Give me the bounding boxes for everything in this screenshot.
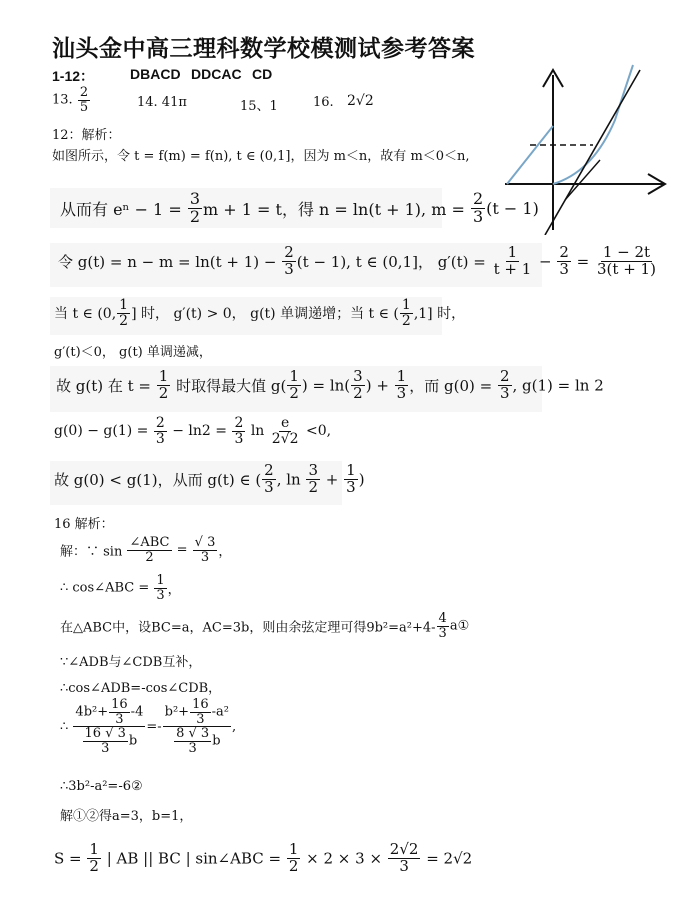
frac-den: 3: [196, 711, 205, 727]
answers-group-2: DDCAC: [191, 66, 242, 82]
text: b: [128, 733, 138, 749]
area-product: × 2 × 3 ×: [301, 849, 387, 868]
q12-line8-d: ): [358, 470, 365, 489]
big-frac-left: [73, 698, 145, 756]
text: -a²: [211, 704, 229, 720]
frac-den: 2: [308, 477, 319, 496]
frac-num: 2: [559, 243, 569, 261]
frac-2-3: [282, 245, 296, 278]
q12-line3-a: 令 g(t) = n − m = ln(t + 1) −: [58, 252, 282, 271]
frac-16-3: [109, 698, 130, 726]
frac-num: 2: [472, 189, 484, 208]
frac-1-3: [154, 574, 166, 602]
frac-num: 3: [189, 189, 201, 208]
area-s: S =: [54, 849, 87, 868]
frac-den: 2: [289, 383, 299, 402]
frac-den: 3: [264, 477, 274, 496]
frac-root3-3: [193, 536, 218, 564]
frac-num: 3: [353, 367, 363, 385]
frac-num: 2: [499, 367, 510, 385]
frac-derivative: [595, 245, 658, 278]
frac-den: 2: [401, 312, 411, 329]
q12-line4-a: 当 t ∈ (0,: [54, 306, 117, 323]
frac-den: 3: [101, 740, 110, 756]
frac-16root3-3: [83, 727, 128, 755]
q12-line6-c: ) = ln(: [301, 376, 351, 395]
q12-line7: [54, 416, 331, 446]
answers-group-1: DBACD: [130, 66, 181, 82]
big-frac-right-den: [171, 727, 222, 755]
q12-line7-c: ln: [246, 423, 269, 440]
q12-line5: g′(t)＜0， g(t) 单调递减，: [54, 345, 212, 360]
q12-line6: [56, 369, 604, 402]
frac-num: 1: [158, 367, 169, 385]
frac-half-2: [400, 298, 413, 328]
frac-4-3: [437, 612, 449, 640]
q12-line6-a: 故 g(t) 在 t =: [56, 376, 156, 395]
q16-line8: 解①②得a=3，b=1，: [60, 809, 193, 824]
frac-den: 3: [234, 430, 244, 447]
q12-line6-f: , g(1) = ln 2: [512, 376, 604, 395]
frac-num: 1: [507, 243, 518, 261]
q12-line3-c: −: [534, 252, 557, 271]
q12-line3: [58, 245, 659, 278]
q12-line7-a: g(0) − g(1) =: [54, 423, 153, 440]
q16-line3: [60, 612, 469, 640]
text: 4b²+: [75, 704, 109, 720]
q12-line2-b: m + 1 = t，得 n = ln(t + 1), m =: [203, 199, 470, 219]
q12-line3-b: (t − 1), t ∈ (0,1]， g′(t) =: [296, 252, 491, 271]
frac-num: 16: [192, 697, 209, 712]
q12-line6-d: ) +: [365, 376, 394, 395]
q12-header: 12：解析：: [52, 128, 121, 143]
frac-den: 2: [89, 856, 99, 875]
frac-16-3: [190, 698, 211, 726]
frac-2-3-b: [232, 416, 245, 446]
q12-line2-a: 从而有 eⁿ − 1 =: [60, 199, 187, 219]
frac-num: 16: [111, 697, 128, 712]
frac-half: [87, 842, 101, 875]
frac-3-2: [351, 369, 365, 402]
frac-den: 3: [155, 430, 165, 447]
frac-2-3b: [557, 245, 571, 278]
frac-den: 3(t + 1): [597, 259, 656, 278]
comma: ,: [231, 719, 237, 735]
q12-line4-b: ] 时， g′(t) > 0， g(t) 单调递增；当 t ∈ (: [131, 306, 399, 323]
frac-num: √ 3: [194, 535, 216, 550]
frac-den: 3: [188, 740, 197, 756]
frac-den: 2: [158, 383, 169, 402]
frac-num: ∠ABC: [129, 535, 170, 550]
frac-1-3: [344, 463, 358, 496]
frac-den: 3: [284, 259, 294, 278]
answers-group-3: CD: [252, 66, 273, 82]
frac-num: 2: [284, 243, 294, 261]
frac-num: 1: [396, 367, 407, 385]
frac-den: 3: [499, 383, 510, 402]
area-result: = 2√2: [421, 849, 473, 868]
q12-line4: [54, 298, 465, 328]
frac-8root3-3: [174, 727, 211, 755]
q13-label: 13.: [52, 92, 73, 108]
frac-num: 2: [264, 461, 274, 479]
q12-line8-a: 故 g(0) < g(1)，从而 g(t) ∈ (: [54, 470, 262, 489]
text: b: [212, 733, 221, 749]
frac-den: 3: [472, 206, 484, 226]
q12-line6-b: 时取得最大值 g(: [171, 376, 287, 395]
frac-num: 1 − 2t: [602, 243, 651, 261]
frac-1-t1: [492, 245, 534, 278]
q13-den: 5: [79, 99, 89, 115]
frac-den: 3: [115, 711, 124, 727]
big-frac-right-num: [163, 698, 231, 727]
frac-den: 2: [353, 383, 363, 402]
text: -4: [130, 704, 144, 720]
text: b²+: [164, 704, 190, 720]
q12-line6-e: ，而 g(0) =: [409, 376, 497, 395]
frac-num: 2: [234, 415, 244, 431]
therefore-symbol: ∴: [60, 719, 69, 735]
q16-line1: [60, 536, 231, 564]
answers-range-label: 1-12：: [52, 68, 95, 84]
q16-area-formula: [54, 842, 472, 875]
q16-line4: ∵∠ADB与∠CDB互补，: [60, 655, 202, 670]
frac-half-2: [287, 842, 301, 875]
fill-in-16: 2√2: [347, 93, 374, 109]
frac-half-b: [287, 369, 301, 402]
frac-2-3: [262, 463, 276, 496]
q13-num: 2: [79, 85, 89, 100]
frac-den: 2: [119, 312, 129, 329]
frac-den: 3: [399, 856, 409, 875]
frac-num: 1: [156, 573, 165, 588]
area-middle: | AB || BC | sin∠ABC =: [101, 849, 286, 868]
page-title: 汕头金中高三理科数学校模测试参考答案: [52, 36, 475, 62]
q12-line8-c: +: [321, 470, 344, 489]
q16-l1-c: ，: [218, 544, 232, 560]
q12-line3-d: =: [571, 252, 595, 271]
frac-num: 1: [289, 367, 299, 385]
q13-fraction: [78, 86, 90, 114]
q12-line1: 如图所示，令 t = f(m) = f(n), t ∈ (0,1]，因为 m＜n，故有 m＜0＜n,: [52, 149, 470, 164]
big-frac-right: [163, 698, 231, 756]
q16-line7: ∴3b²-a²=-6②: [60, 779, 143, 794]
q12-frac-3-2: [188, 191, 202, 226]
q16-l1-b: =: [172, 542, 192, 558]
q12-line8: [54, 463, 365, 496]
frac-half: [117, 298, 130, 328]
fill-in-14: 14. 41π: [137, 95, 187, 110]
frac-2-3: [498, 369, 512, 402]
fill-in-13: [52, 86, 91, 114]
frac-abc-2: [127, 536, 171, 564]
frac-num: 1: [89, 840, 99, 858]
q16-line5: ∴cos∠ADB=-cos∠CDB，: [60, 681, 222, 696]
q12-line2-c: (t − 1): [486, 198, 539, 218]
frac-den: 2: [288, 856, 299, 875]
q16-line2: [60, 574, 181, 602]
frac-den: 2√2: [271, 430, 299, 447]
q12-line4-c: ,1] 时，: [413, 306, 466, 323]
frac-2-3: [154, 416, 167, 446]
frac-num: 3: [308, 461, 319, 479]
frac-num: 1: [288, 840, 299, 858]
q12-line7-d: <0,: [301, 423, 332, 440]
frac-num: 1: [346, 461, 356, 479]
frac-num: 1: [401, 297, 411, 313]
fill-in-16-label: 16.: [313, 95, 334, 110]
frac-num: 8 √ 3: [176, 726, 210, 742]
q16-line6: [60, 698, 236, 756]
fill-in-15: 15、1: [240, 99, 278, 114]
frac-3-2: [306, 463, 320, 496]
q16-l2-b: ，: [167, 582, 181, 598]
q16-header: 16 解析：: [54, 517, 114, 532]
frac-den: 2: [145, 549, 154, 565]
frac-num: 2√2: [389, 840, 419, 858]
equals-negative: =-: [146, 719, 162, 735]
frac-den: 3: [200, 549, 210, 565]
frac-den: 3: [156, 587, 165, 603]
q12-line2: [60, 191, 539, 226]
frac-num: 2: [155, 415, 165, 431]
big-frac-left-den: [80, 727, 140, 755]
frac-den: 3: [559, 259, 569, 278]
q12-line8-b: , ln: [276, 470, 306, 489]
q12-line7-b: − ln2 =: [167, 423, 232, 440]
frac-num: e: [281, 415, 290, 431]
frac-den: 3: [346, 477, 356, 496]
frac-den: 3: [396, 383, 407, 402]
frac-num: 16 √ 3: [84, 726, 126, 742]
frac-den: t + 1: [493, 259, 532, 278]
q16-l2-a: ∴ cos∠ABC =: [60, 580, 154, 596]
frac-e: [270, 416, 301, 446]
q16-l1-a: 解：∵ sin: [60, 544, 127, 560]
frac-den: 3: [438, 625, 447, 641]
frac-1-3: [395, 369, 409, 402]
frac-num: 4: [438, 611, 447, 626]
q16-l3-a: 在△ABC中，设BC=a，AC=3b，则由余弦定理可得9b²=a²+4-: [60, 620, 436, 636]
frac-2root2-3: [388, 842, 421, 875]
frac-den: 2: [189, 206, 201, 226]
frac-num: 1: [119, 297, 129, 313]
q16-l3-b: a①: [449, 618, 470, 634]
frac-half: [157, 369, 171, 402]
q12-frac-2-3: [471, 191, 485, 226]
big-frac-left-num: [73, 698, 145, 727]
